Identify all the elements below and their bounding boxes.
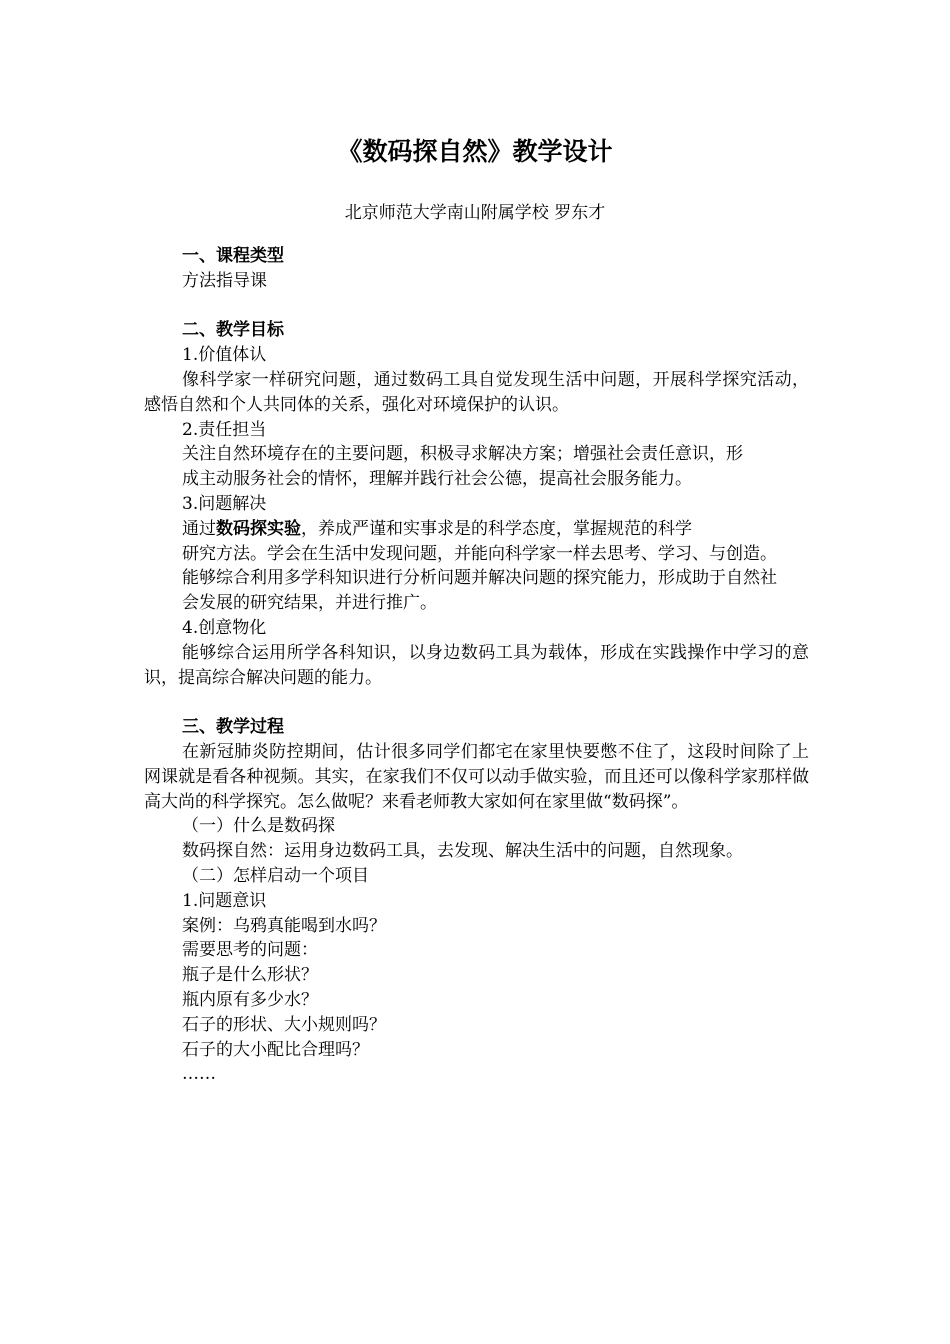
goal-4-text: 能够综合运用所学各科知识，以身边数码工具为载体，形成在实践操作中学习的意识，提高综合解决问题的能力。 xyxy=(144,642,809,688)
question-1: 瓶子是什么形状？ xyxy=(182,965,318,986)
case-text: 案例：乌鸦真能喝到水吗？ xyxy=(182,915,386,936)
section-heading-process: 三、教学过程 xyxy=(182,717,284,738)
goal-3-text-a xyxy=(144,517,809,542)
goal-3-text-a-pre: 通过 xyxy=(182,518,216,539)
point-problem-awareness: 1.问题意识 xyxy=(182,890,267,911)
goal-3-text-c: 能够综合利用多学科知识进行分析问题并解决问题的探究能力，形成助于自然社 xyxy=(182,568,777,589)
question-2: 瓶内原有多少水？ xyxy=(182,989,318,1010)
goal-3-text-a-bold: 数码探实验 xyxy=(216,518,301,539)
goal-1-text: 像科学家一样研究问题，通过数码工具自觉发现生活中问题，开展科学探究活动，感悟自然和个人共同体的关系，强化对环境保护的认识。 xyxy=(144,369,809,415)
goal-3-text-b: 研究方法。学会在生活中发现问题，并能向科学家一样去思考、学习、与创造。 xyxy=(182,543,777,564)
goal-2-text-a: 关注自然环境存在的主要问题，积极寻求解决方案；增强社会责任意识，形 xyxy=(182,444,743,465)
goal-1-title: 1.价值体认 xyxy=(182,345,267,366)
questions-intro: 需要思考的问题： xyxy=(182,940,318,961)
section-heading-course-type: 一、课程类型 xyxy=(182,246,284,266)
subsection-what-is-text: 数码探自然：运用身边数码工具，去发现、解决生活中的问题，自然现象。 xyxy=(182,841,743,862)
subsection-how-to-start: （二）怎样启动一个项目 xyxy=(182,865,369,886)
goal-3-title: 3.问题解决 xyxy=(182,493,267,514)
section-heading-goals: 二、教学目标 xyxy=(182,320,284,341)
goal-2-text-b: 成主动服务社会的情怀，理解并践行社会公德，提高社会服务能力。 xyxy=(182,469,692,490)
spacer xyxy=(144,294,809,319)
document-body xyxy=(144,244,809,1087)
question-3: 石子的形状、大小规则吗？ xyxy=(182,1014,386,1035)
process-intro: 在新冠肺炎防控期间，估计很多同学们都宅在家里快要憋不住了，这段时间除了上网课就是看各种视频。其实，在家我们不仅可以动手做实验，而且还可以像科学家那样做高大尚的科学探究。怎么做呢？来看老师教大家如何在家里做“数码探”。 xyxy=(144,741,809,812)
goal-4-title: 4.创意物化 xyxy=(182,617,267,638)
question-4: 石子的大小配比合理吗？ xyxy=(182,1039,369,1060)
goal-2-title: 2.责任担当 xyxy=(182,419,267,440)
spacer xyxy=(144,690,809,715)
goal-3-text-a-post: ，养成严谨和实事求是的科学态度，掌握规范的科学 xyxy=(301,518,692,539)
goal-3-text-d: 会发展的研究结果，并进行推广。 xyxy=(182,593,437,614)
document-title: 《数码探自然》教学设计 xyxy=(337,137,613,166)
course-type-text: 方法指导课 xyxy=(182,270,267,291)
author-line: 北京师范大学南山附属学校 罗东才 xyxy=(344,203,606,223)
subsection-what-is: （一）什么是数码探 xyxy=(182,816,335,837)
ellipsis: …… xyxy=(182,1064,216,1085)
